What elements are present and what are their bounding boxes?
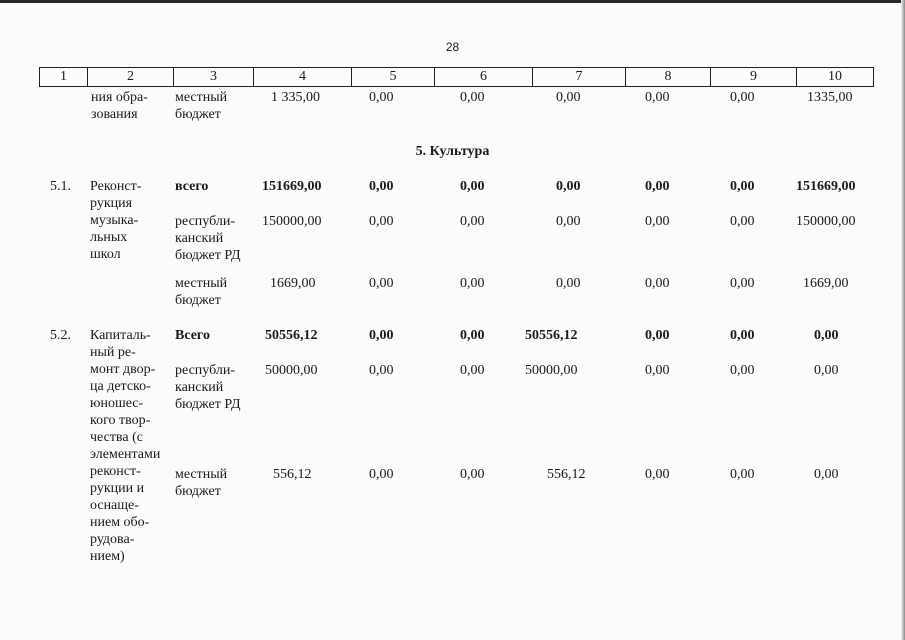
cell-value: 0,00 <box>730 90 755 105</box>
carryover-name: ния обра- зования <box>91 90 148 122</box>
scan-edge <box>0 0 905 3</box>
cell-value: 0,00 <box>369 179 394 194</box>
column-number: 5 <box>352 68 435 87</box>
cell-value: 0,00 <box>730 328 755 343</box>
column-number: 10 <box>797 68 874 87</box>
cell-value: 0,00 <box>460 90 485 105</box>
cell-value: 0,00 <box>556 214 581 229</box>
item-name: Реконст- рукция музыка- льных школ <box>90 179 142 262</box>
cell-value: 1669,00 <box>803 276 849 291</box>
section-title: 5. Культура <box>415 144 490 159</box>
cell-value: 0,00 <box>460 214 485 229</box>
row-source: местный бюджет <box>175 276 228 308</box>
item-number: 5.1. <box>50 179 71 194</box>
cell-value: 50000,00 <box>265 363 318 378</box>
cell-value: 0,00 <box>369 214 394 229</box>
cell-value: 0,00 <box>369 467 394 482</box>
cell-value: 0,00 <box>645 276 670 291</box>
cell-value: 1335,00 <box>807 90 853 105</box>
cell-value: 0,00 <box>369 90 394 105</box>
cell-value: 0,00 <box>645 363 670 378</box>
cell-value: 1 335,00 <box>271 90 320 105</box>
cell-value: 0,00 <box>730 214 755 229</box>
cell-value: 1669,00 <box>270 276 316 291</box>
cell-value: 556,12 <box>547 467 586 482</box>
cell-value: 0,00 <box>460 179 485 194</box>
cell-value: 0,00 <box>369 328 394 343</box>
cell-value: 0,00 <box>645 214 670 229</box>
cell-value: 556,12 <box>273 467 312 482</box>
cell-value: 0,00 <box>814 467 839 482</box>
column-number: 6 <box>435 68 533 87</box>
cell-value: 0,00 <box>460 276 485 291</box>
cell-value: 0,00 <box>460 467 485 482</box>
column-number: 3 <box>174 68 254 87</box>
carryover-source: местный бюджет <box>175 90 228 122</box>
column-number: 8 <box>626 68 711 87</box>
cell-value: 0,00 <box>645 328 670 343</box>
item-number: 5.2. <box>50 328 71 343</box>
cell-value: 0,00 <box>460 363 485 378</box>
cell-value: 50556,12 <box>525 328 578 343</box>
cell-value: 0,00 <box>556 179 581 194</box>
cell-value: 0,00 <box>369 363 394 378</box>
cell-value: 150000,00 <box>262 214 322 229</box>
cell-value: 0,00 <box>814 328 839 343</box>
cell-value: 50556,12 <box>265 328 318 343</box>
cell-value: 0,00 <box>556 276 581 291</box>
cell-value: 0,00 <box>814 363 839 378</box>
column-number: 9 <box>711 68 797 87</box>
column-number: 4 <box>254 68 352 87</box>
column-header-row <box>40 68 874 87</box>
column-header-table <box>39 67 874 87</box>
row-source: республи- канский бюджет РД <box>175 214 241 263</box>
cell-value: 0,00 <box>556 90 581 105</box>
cell-value: 0,00 <box>460 328 485 343</box>
page-number: 28 <box>445 40 460 54</box>
cell-value: 0,00 <box>645 90 670 105</box>
cell-value: 0,00 <box>730 179 755 194</box>
scan-edge <box>901 0 905 640</box>
item-name: Капиталь- ный ре- монт двор- ца детско- юношес- кого твор- чества (с элементами реконст- рукции и оснаще- нием обо- рудова- нием) <box>90 328 161 564</box>
cell-value: 151669,00 <box>796 179 856 194</box>
cell-value: 0,00 <box>369 276 394 291</box>
cell-value: 150000,00 <box>796 214 856 229</box>
row-source: всего <box>175 179 209 194</box>
cell-value: 151669,00 <box>262 179 322 194</box>
column-number: 2 <box>88 68 174 87</box>
cell-value: 0,00 <box>730 467 755 482</box>
cell-value: 0,00 <box>730 276 755 291</box>
column-number: 7 <box>533 68 626 87</box>
row-source: местный бюджет <box>175 467 228 499</box>
cell-value: 0,00 <box>645 467 670 482</box>
cell-value: 50000,00 <box>525 363 578 378</box>
cell-value: 0,00 <box>730 363 755 378</box>
row-source: республи- канский бюджет РД <box>175 363 241 412</box>
cell-value: 0,00 <box>645 179 670 194</box>
row-source: Всего <box>175 328 210 343</box>
column-number: 1 <box>40 68 88 87</box>
